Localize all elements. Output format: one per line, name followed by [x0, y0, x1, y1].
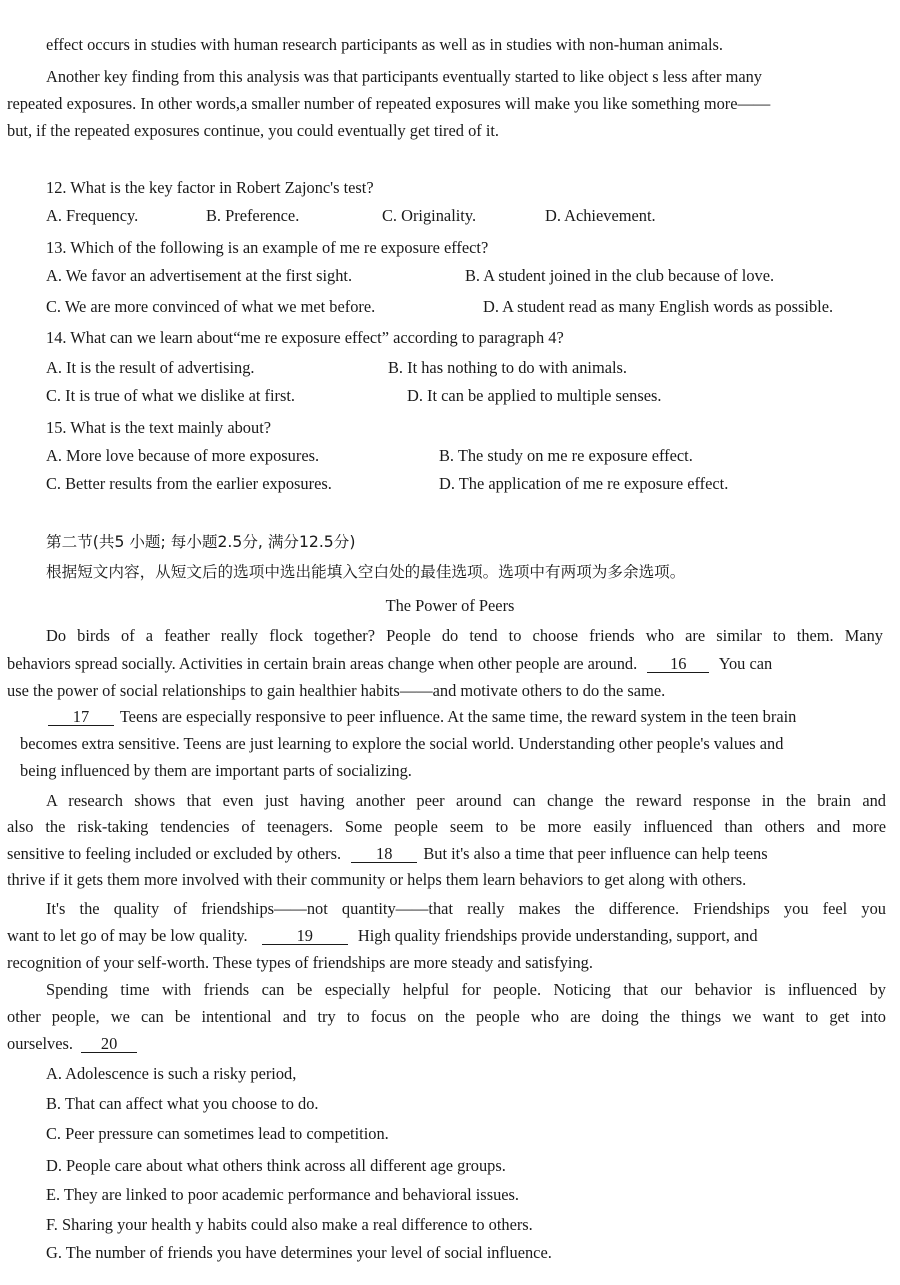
blank-20[interactable]: 20 — [81, 1035, 137, 1053]
passage-line: It's the quality of friendships——not quantity——that really makes the difference. Friendships you feel you — [46, 899, 886, 918]
option-a[interactable]: A. We favor an advertisement at the first sight. — [46, 266, 353, 285]
passage-line: recognition of your self-worth. These types of friendships are more steady and satisfying. — [7, 953, 593, 972]
option-c[interactable]: C. Originality. — [382, 206, 477, 225]
blank-16[interactable]: 16 — [647, 655, 709, 673]
option-a[interactable]: A. More love because of more exposures. — [46, 446, 320, 465]
choice-e[interactable]: E. They are linked to poor academic performance and behavioral issues. — [46, 1185, 520, 1204]
choice-c[interactable]: C. Peer pressure can sometimes lead to competition. — [46, 1124, 389, 1143]
passage-line: Another key finding from this analysis was that participants eventually started to like object s less after many — [46, 67, 762, 86]
question-stem: 12. What is the key factor in Robert Zajonc's test? — [46, 178, 374, 197]
blank-17[interactable]: 17 — [48, 708, 114, 726]
option-d[interactable]: D. A student read as many English words as possible. — [483, 297, 834, 316]
option-a[interactable]: A. Frequency. — [46, 206, 139, 225]
option-c[interactable]: C. We are more convinced of what we met before. — [46, 297, 376, 316]
passage-line: thrive if it gets them more involved with their community or helps them learn behaviors to get along with others. — [7, 870, 747, 889]
option-b[interactable]: B. It has nothing to do with animals. — [388, 358, 628, 377]
passage-text: You can — [718, 654, 773, 673]
passage-text: sensitive to feeling included or excluded by others. — [7, 844, 342, 863]
blank-18[interactable]: 18 — [351, 845, 417, 863]
option-b[interactable]: B. Preference. — [206, 206, 300, 225]
choice-d[interactable]: D. People care about what others think across all different age groups. — [46, 1156, 506, 1175]
choice-g[interactable]: G. The number of friends you have determines your level of social influence. — [46, 1243, 552, 1262]
question-stem: 13. Which of the following is an example of me re exposure effect? — [46, 238, 489, 257]
passage-line: Do birds of a feather really flock together? People do tend to choose friends who are similar to them. Many — [46, 626, 883, 645]
option-a[interactable]: A. It is the result of advertising. — [46, 358, 255, 377]
section-instruction: 根据短文内容，从短文后的选项中选出能填入空白处的最佳选项。选项中有两项为多余选项。 — [46, 563, 686, 581]
passage-line: repeated exposures. In other words,a smaller number of repeated exposures will make you like something more—— — [7, 94, 771, 113]
passage-text: But it's also a time that peer influence can help teens — [423, 844, 768, 863]
section-heading: 第二节(共5 小题; 每小题2.5分, 满分12.5分) — [46, 533, 356, 551]
passage-line — [7, 926, 758, 946]
passage-line — [7, 654, 772, 674]
passage-text: ourselves. — [7, 1034, 74, 1053]
passage-title: The Power of Peers — [385, 596, 515, 615]
option-b[interactable]: B. A student joined in the club because of love. — [465, 266, 775, 285]
passage-line: Spending time with friends can be especially helpful for people. Noticing that our behavior is influenced by — [46, 980, 886, 999]
passage-line: A research shows that even just having another peer around can change the reward response in the brain and — [46, 791, 886, 810]
passage-line: use the power of social relationships to gain healthier habits——and motivate others to do the same. — [7, 681, 666, 700]
passage-line: other people, we can be intentional and try to focus on the people who are doing the things we want to get into — [7, 1007, 886, 1026]
option-d[interactable]: D. The application of me re exposure effect. — [439, 474, 729, 493]
question-stem: 14. What can we learn about“me re exposure effect” according to paragraph 4? — [46, 328, 564, 347]
passage-text: want to let go of may be low quality. — [7, 926, 248, 945]
passage-line — [7, 1034, 139, 1054]
choice-a[interactable]: A. Adolescence is such a risky period, — [46, 1064, 297, 1083]
option-d[interactable]: D. It can be applied to multiple senses. — [407, 386, 662, 405]
passage-line: becomes extra sensitive. Teens are just learning to explore the social world. Understanding other people's values and — [20, 734, 784, 753]
question-stem: 15. What is the text mainly about? — [46, 418, 272, 437]
passage-line: but, if the repeated exposures continue, you could eventually get tired of it. — [7, 121, 500, 140]
blank-19[interactable]: 19 — [262, 927, 348, 945]
passage-text: High quality friendships provide understanding, support, and — [357, 926, 758, 945]
option-c[interactable]: C. Better results from the earlier exposures. — [46, 474, 332, 493]
option-d[interactable]: D. Achievement. — [545, 206, 656, 225]
choice-b[interactable]: B. That can affect what you choose to do. — [46, 1094, 319, 1113]
option-b[interactable]: B. The study on me re exposure effect. — [439, 446, 693, 465]
choice-f[interactable]: F. Sharing your health y habits could also make a real difference to others. — [46, 1215, 533, 1234]
passage-line: effect occurs in studies with human research participants as well as in studies with non-human animals. — [46, 35, 724, 54]
option-c[interactable]: C. It is true of what we dislike at first. — [46, 386, 295, 405]
passage-line — [46, 707, 796, 727]
passage-line: being influenced by them are important parts of socializing. — [20, 761, 412, 780]
passage-line — [7, 844, 768, 864]
passage-text: Teens are especially responsive to peer influence. At the same time, the reward system in the teen brain — [119, 707, 797, 726]
passage-line: also the risk-taking tendencies of teenagers. Some people seem to be more easily influenced than others and more — [7, 817, 886, 836]
passage-text: behaviors spread socially. Activities in certain brain areas change when other people are around. — [7, 654, 638, 673]
